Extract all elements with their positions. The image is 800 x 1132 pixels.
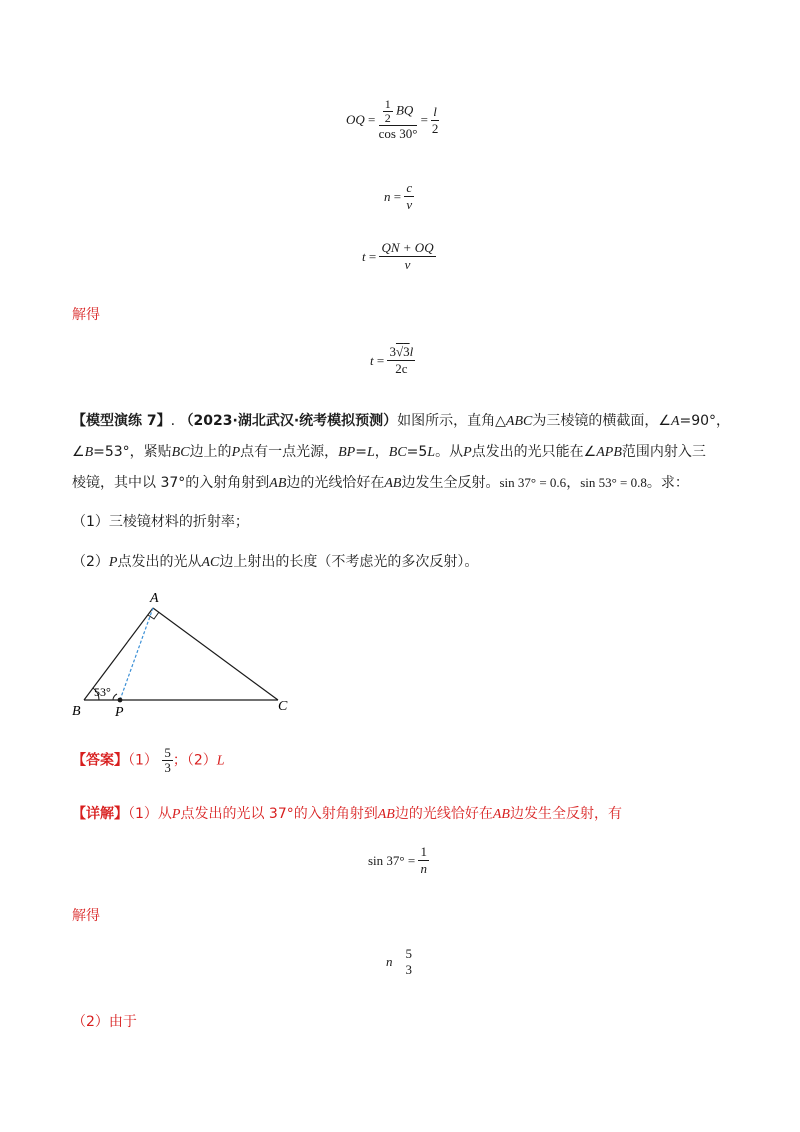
- triangle-figure: [66, 588, 306, 718]
- label-angle-53: 53°: [94, 685, 111, 699]
- answer-tag: 【答案】: [72, 752, 128, 769]
- solve-label-1: 解得: [72, 307, 100, 323]
- angle-p-arc: [113, 694, 117, 700]
- equation-t-result: t = $\frac{3√3l}{2c}$: [370, 344, 414, 376]
- label-b: B: [72, 704, 81, 718]
- side-ac: [153, 608, 278, 700]
- equation-n-cv: n = $\frac{c}{v}$: [384, 180, 413, 212]
- eq-oq-rhs-fraction: $\frac{l}{2}$: [431, 103, 439, 136]
- question-2: （2）P点发出的光从AC边上射出的长度（不考虑光的多次反射）。: [72, 554, 479, 570]
- equation-t-time: t = $\frac{QN + OQ}{v}$: [362, 240, 434, 272]
- label-p: P: [115, 705, 124, 718]
- eq-oq-lhs: OQ: [346, 112, 365, 127]
- equation-oq: OQ = $\frac{1}{2}$ BQ cos 30° = $\frac{l}{2}$: [346, 97, 439, 141]
- problem-source: （2023·湖北武汉·统考模拟预测）: [179, 413, 398, 429]
- label-a: A: [150, 591, 159, 606]
- problem-line-3: 棱镜，其中以 37°的入射角射到AB边的光线恰好在AB边发生全反射。sin 37° = 0.6，sin 53° = 0.8。求：: [72, 475, 689, 491]
- problem-line-1: 【模型演练 7】. （2023·湖北武汉·统考模拟预测）如图所示，直角△ABC为三棱镜的横截面，∠A=90°，: [72, 413, 731, 429]
- answer-line: 【答案】（1） $\frac{5}{3}$ ；（2）L: [72, 745, 225, 775]
- problem-statement: [72, 406, 732, 499]
- equation-n-result: n 5 3: [386, 946, 412, 977]
- equation-sin37: sin 37° = $\frac{1}{n}$: [368, 844, 427, 876]
- answer-fraction: $\frac{5}{3}$: [164, 745, 171, 775]
- light-ray: [120, 608, 153, 700]
- detail-tag: 【详解】: [72, 806, 128, 822]
- part-2-intro: （2）由于: [72, 1014, 137, 1030]
- problem-tag: 【模型演练 7】: [72, 413, 171, 429]
- eq-oq-inner-fraction: $\frac{1}{2}$: [384, 97, 391, 125]
- problem-line-2: ∠B=53°，紧贴BC边上的P点有一点光源，BP=L，BC=5L。从P点发出的光只能在∠APB范围内射入三: [72, 444, 706, 460]
- label-c: C: [278, 699, 288, 714]
- detail-line: 【详解】（1）从P点发出的光以 37°的入射角射到AB边的光线恰好在AB边发生全反射，有: [72, 806, 622, 822]
- eq-oq-big-fraction: $\frac{1}{2}$ BQ cos 30°: [378, 97, 418, 141]
- point-p-dot: [118, 698, 123, 703]
- solve-label-2: 解得: [72, 908, 100, 924]
- question-1: （1）三棱镜材料的折射率；: [72, 514, 249, 530]
